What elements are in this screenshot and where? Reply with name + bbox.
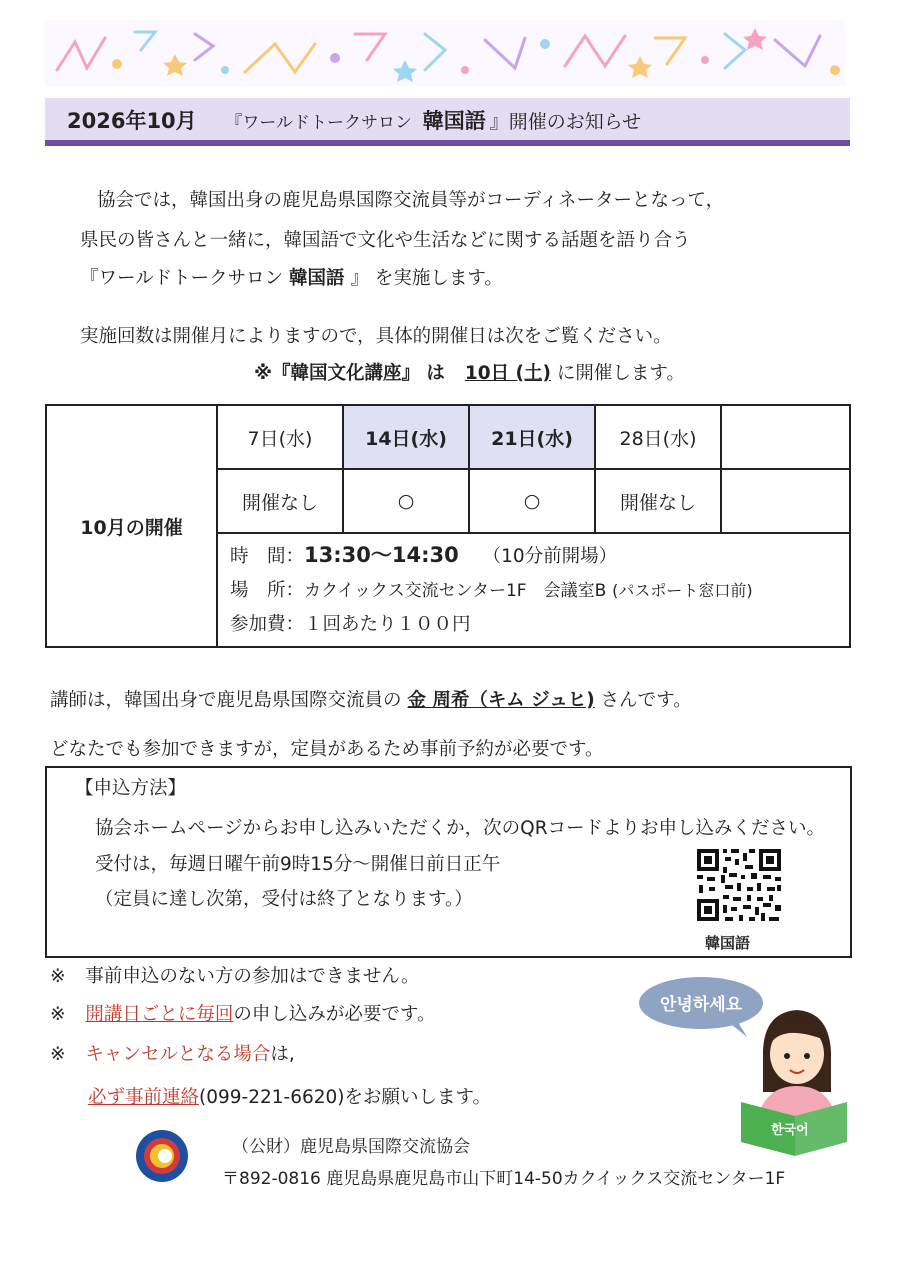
fee-value: １回あたり１００円	[304, 614, 471, 635]
title-date: 2026年10月	[67, 109, 197, 133]
schedule-date-cell: 28日(水)	[595, 405, 721, 469]
page-title	[67, 105, 641, 135]
time-note: （10分前開場）	[482, 546, 618, 567]
title-prefix: 『ワールドトークサロン	[225, 113, 413, 133]
note-2	[50, 1000, 435, 1026]
schedule-dates-row	[46, 405, 850, 469]
fee-label: 参加費：	[230, 614, 305, 635]
teacher-prefix: 講師は，韓国出身で鹿児島県国際交流員の	[50, 690, 402, 711]
note-3-text: は,	[270, 1044, 295, 1065]
association-logo	[132, 1128, 192, 1184]
title-suffix: 』開催のお知らせ	[489, 111, 642, 133]
application-line-1: 協会ホームページからお申し込みいただくか，次のQRコードよりお申し込みください。	[95, 818, 826, 839]
intro-line-2: 県民の皆さんと一緒に，韓国語で文化や生活などに関する話題を語り合う	[80, 230, 691, 251]
schedule-info-cell	[217, 533, 850, 647]
note-4-emphasis: 必ず事前連絡	[88, 1087, 200, 1108]
application-line-3: （定員に達し次第，受付は終了となります。）	[95, 889, 473, 910]
schedule-status-cell: ○	[469, 469, 595, 533]
time-label: 時 間：	[230, 546, 305, 567]
schedule-table	[45, 404, 851, 648]
place-note: (パスポート窓口前)	[612, 581, 753, 600]
teacher-suffix: さんです。	[600, 690, 692, 711]
intro-line-3-bold: 韓国語	[289, 268, 345, 289]
intro-line-3-prefix: 『ワールドトークサロン	[80, 268, 284, 289]
note-4	[88, 1083, 491, 1109]
note-1-text: 事前申込のない方の参加はできません。	[85, 966, 420, 987]
qr-code[interactable]	[695, 847, 783, 923]
book-text: 한국어	[771, 1123, 809, 1138]
note-3	[50, 1040, 295, 1066]
reservation-notice: どなたでも参加できますが，定員があるため事前予約が必要です。	[50, 739, 604, 760]
note-3-emphasis: キャンセルとなる場合	[85, 1044, 271, 1065]
note-4-text: (099-221-6620)をお願いします。	[199, 1087, 492, 1108]
bubble-text: 안녕하세요	[659, 995, 743, 1015]
schedule-date-cell: 14日(水)	[343, 405, 469, 469]
schedule-date-cell: 21日(水)	[469, 405, 595, 469]
girl-reading-illustration	[735, 1000, 850, 1160]
schedule-time	[230, 538, 849, 574]
title-language: 韓国語	[422, 109, 486, 133]
qr-label: 韓国語	[705, 934, 751, 952]
footer-address: 〒892-0816 鹿児島県鹿児島市山下町14-50カクイックス交流センター1F	[222, 1169, 786, 1189]
culture-course-prefix: ※『韓国文化講座』 は	[254, 363, 445, 384]
schedule-status-cell: ○	[343, 469, 469, 533]
schedule-status-cell: 開催なし	[217, 469, 343, 533]
schedule-place	[230, 574, 849, 608]
teacher-name: 金 周希（キム ジュヒ)	[407, 690, 595, 711]
decorative-banner	[45, 20, 845, 86]
place-label: 場 所：	[230, 580, 305, 601]
note-2-emphasis: 開講日ごとに毎回	[85, 1004, 234, 1025]
schedule-status-cell: 開催なし	[595, 469, 721, 533]
note-1	[50, 962, 420, 988]
culture-course-note	[254, 359, 685, 385]
intro-line-4: 実施回数は開催月によりますので，具体的開催日は次をご覧ください。	[80, 326, 672, 347]
intro-line-3	[80, 264, 503, 290]
schedule-month-label: 10月の開催	[46, 405, 217, 647]
schedule-date-cell: 7日(水)	[217, 405, 343, 469]
culture-course-date: 10日 (土)	[464, 363, 551, 384]
schedule-date-cell	[721, 405, 850, 469]
note-2-mark: ※	[50, 1004, 66, 1025]
time-value: 13:30～14:30	[304, 543, 459, 567]
place-value: カクイックス交流センター1F 会議室B	[304, 581, 607, 601]
title-bar	[45, 98, 850, 146]
application-line-2: 受付は，毎週日曜午前9時15分～開催日前日正午	[95, 854, 501, 875]
note-1-mark: ※	[50, 966, 66, 987]
footer-org: （公財）鹿児島県国際交流協会	[232, 1137, 470, 1157]
culture-course-suffix: に開催します。	[556, 363, 685, 384]
teacher-line	[50, 686, 692, 712]
note-2-text: の申し込みが必要です。	[233, 1004, 436, 1025]
schedule-fee	[230, 608, 849, 642]
intro-line-3-suffix: 』 を実施します。	[350, 268, 503, 289]
schedule-status-cell	[721, 469, 850, 533]
note-3-mark: ※	[50, 1044, 66, 1065]
intro-line-1: 協会では，韓国出身の鹿児島県国際交流員等がコーディネーターとなって，	[97, 190, 725, 211]
application-heading: 【申込方法】	[75, 778, 187, 799]
